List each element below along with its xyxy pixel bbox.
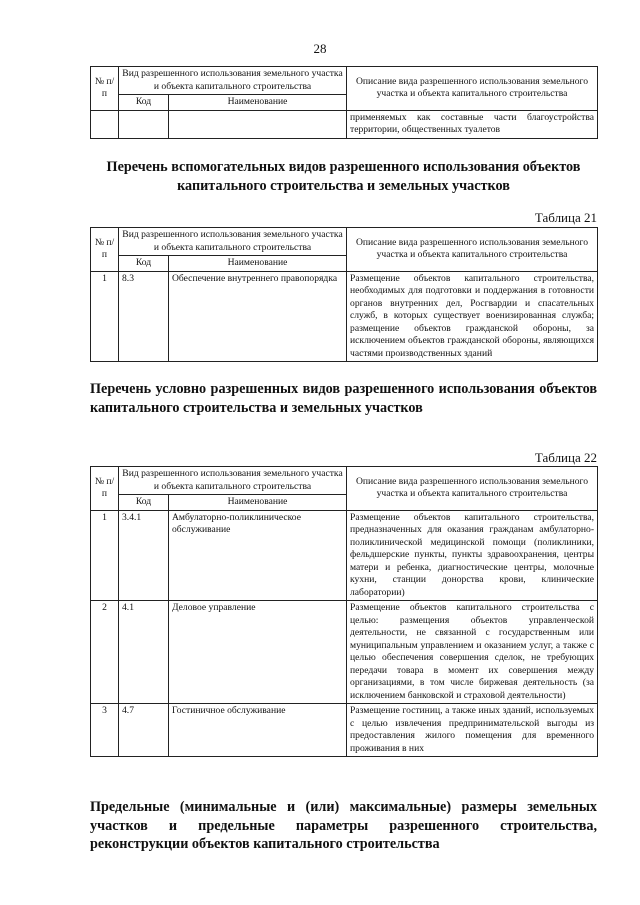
header-description: Описание вида разрешенного использования земельного участка и объекта капитального строительства	[347, 228, 598, 272]
cell-code: 3.4.1	[119, 510, 169, 601]
cell-name: Амбулаторно-поликлиническое обслуживание	[169, 510, 347, 601]
header-group: Вид разрешенного использования земельного участка и объекта капитального строительства	[119, 67, 347, 95]
table21-caption: Таблица 21	[534, 210, 597, 225]
header-name: Наименование	[169, 95, 347, 111]
header-code: Код	[119, 495, 169, 511]
cell-description: Размещение объектов капитального строительства, предназначенных для оказания гражданам амбулаторно-поликлинической медицинской помощи (поликлиники, фельдшерские пункты, пункты здравоохранения, центры матери и ребенка, диагностические центры, молочные кухни, станции донорства крови, клинические лаборатории)	[347, 510, 598, 601]
cell-name: Обеспечение внутреннего правопорядка	[169, 271, 347, 362]
cell-code: 8.3	[119, 271, 169, 362]
cell-description: Размещение объектов капитального строительства с целью: размещения объектов управленческой деятельности, не связанной с государственным или муниципальным управлением и оказанием услуг, а также с целью обеспечения совершения сделок, не требующих передачи товара в момент их совершения между организациями, в том числе биржевая деятельность (за исключением банковской и страховой деятельности)	[347, 601, 598, 704]
cell-description: Размещение гостиниц, а также иных зданий, используемых с целью извлечения предпринимательской выгоды из предоставления жилого помещения для временного проживания в них	[347, 704, 598, 757]
header-description: Описание вида разрешенного использования земельного участка и объекта капитального строительства	[347, 467, 598, 511]
table-row	[91, 110, 598, 138]
header-name: Наименование	[169, 495, 347, 511]
heading-limits: Предельные (минимальные и (или) максимальные) размеры земельных участков и предельные параметры разрешенного строительства, реконструкции объектов капитального строительства	[90, 799, 597, 852]
header-code: Код	[119, 256, 169, 272]
cell-code: 4.7	[119, 704, 169, 757]
table-row	[91, 271, 598, 362]
cell-code	[119, 110, 169, 138]
header-description: Описание вида разрешенного использования земельного участка и объекта капитального строительства	[347, 67, 598, 111]
cell-description: Размещение объектов капитального строительства, необходимых для подготовки и поддержания в готовности органов внутренних дел, Росгвардии и спасательных служб, в которых существует военизированная служба; размещение объектов гражданской обороны, за исключением объектов гражданской обороны, являющихся частями производственных зданий	[347, 271, 598, 362]
header-num: № п/п	[91, 467, 119, 511]
table-continued	[90, 66, 598, 139]
table-row	[91, 510, 598, 601]
table22-caption: Таблица 22	[534, 450, 597, 465]
header-num: № п/п	[91, 228, 119, 272]
header-group: Вид разрешенного использования земельного участка и объекта капитального строительства	[119, 228, 347, 256]
heading-auxiliary: Перечень вспомогательных видов разрешенного использования объектов капитального строительства и земельных участков	[106, 159, 581, 194]
cell-name: Деловое управление	[169, 601, 347, 704]
table-21	[90, 227, 598, 362]
cell-description: применяемых как составные части благоустройства территории, общественных туалетов	[347, 110, 598, 138]
header-code: Код	[119, 95, 169, 111]
cell-code: 4.1	[119, 601, 169, 704]
header-group: Вид разрешенного использования земельного участка и объекта капитального строительства	[119, 467, 347, 495]
table-row	[91, 704, 598, 757]
cell-name	[169, 110, 347, 138]
header-num: № п/п	[91, 67, 119, 111]
heading-conditional: Перечень условно разрешенных видов разрешенного использования объектов капитального строительства и земельных участков	[90, 381, 597, 416]
header-name: Наименование	[169, 256, 347, 272]
table-22	[90, 466, 598, 757]
cell-name: Гостиничное обслуживание	[169, 704, 347, 757]
cell-num: 3	[91, 704, 119, 757]
cell-num: 1	[91, 271, 119, 362]
table-row	[91, 601, 598, 704]
cell-num: 1	[91, 510, 119, 601]
cell-num	[91, 110, 119, 138]
cell-num: 2	[91, 601, 119, 704]
page-number: 28	[313, 41, 327, 56]
